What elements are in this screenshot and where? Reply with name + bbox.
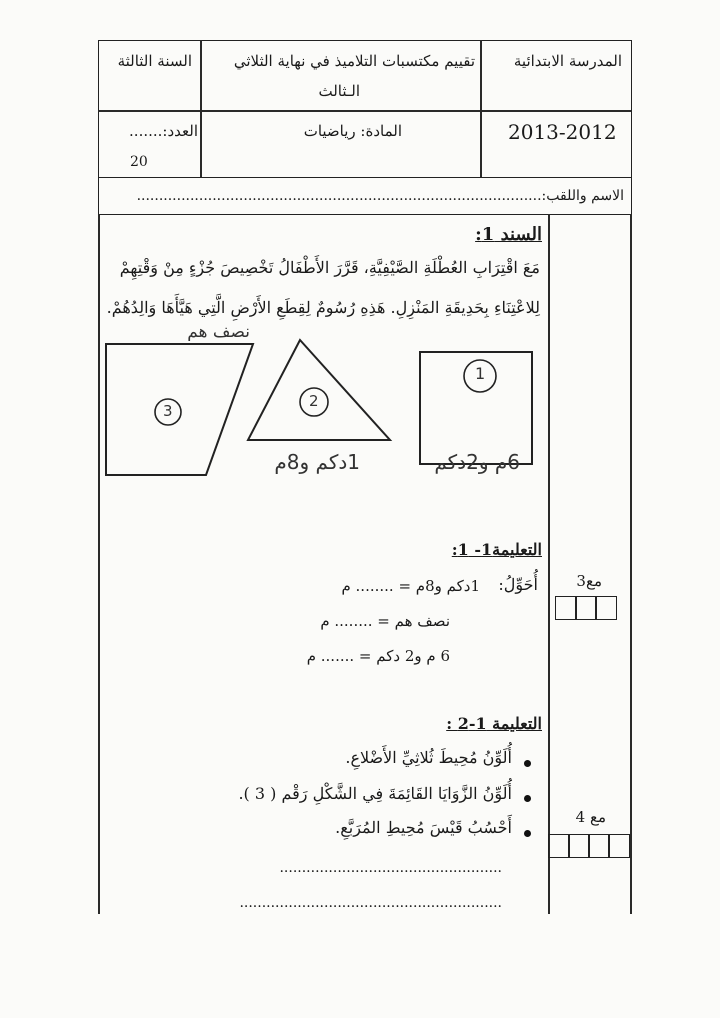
task2-item2: أُلَوِّنُ الزَّوَايَا القَائِمَةَ فِي الشَّكْلِ رَقْم ( 3 ). bbox=[238, 784, 512, 803]
sanad-text-line1: مَعَ اقْتِرَابِ العُطْلَةِ الصَّيْفِيَّةِ، قَرَّرَ الأَطْفَالُ تَخْصِيصَ جُزْءٍ مِنْ وَقْتِهِمْ bbox=[119, 258, 540, 277]
shape3-number: 3 bbox=[163, 402, 173, 420]
shape1-dimension-label: 6م و2دكم bbox=[434, 450, 520, 474]
parallelogram-shape bbox=[106, 344, 253, 475]
school-year: 2013-2012 bbox=[508, 120, 617, 144]
student-name-label: الاسم واللقب:........................................................................................... bbox=[136, 188, 624, 204]
task2-bullet-1 bbox=[524, 760, 531, 767]
task2-criterion: مع 4 bbox=[575, 808, 606, 826]
exam-title-line1: تقييم مكتسبات التلاميذ في نهاية الثلاثي bbox=[233, 52, 475, 70]
task2-score-box-2[interactable] bbox=[568, 834, 590, 858]
student-name-input[interactable] bbox=[165, 186, 535, 208]
task1-criterion: مع3 bbox=[576, 572, 602, 590]
grade-level: السنة الثالثة bbox=[117, 52, 192, 70]
sanad-title: السند 1: bbox=[475, 224, 542, 245]
task2-bullet-2 bbox=[524, 795, 531, 802]
task1-score-box-2[interactable] bbox=[575, 596, 597, 620]
task2-title: التعليمة 1-2 : bbox=[446, 714, 542, 733]
shape2-number: 2 bbox=[309, 392, 319, 410]
task1-score-box-1[interactable] bbox=[555, 596, 577, 620]
subject-label: المادة: رياضيات bbox=[303, 122, 402, 140]
task2-bullet-3 bbox=[524, 830, 531, 837]
shape3-top-label: نصف هم bbox=[187, 322, 250, 342]
task2-answer-line2[interactable]: ........................................................... bbox=[239, 895, 502, 911]
sanad-text-line2: لِلاعْتِنَاءِ بِحَدِيقَةِ المَنْزِلِ. هَذِهِ رُسُومٌ لِقِطَعِ الأَرْضِ الَّتِي هَيَّأَهَا وَالِدُهُمْ. bbox=[106, 298, 540, 317]
task1-item2[interactable]: نصف هم = ........ م bbox=[320, 612, 450, 630]
task1-convert-label: أُحَوِّلُ: bbox=[498, 575, 538, 594]
task2-score-box-1[interactable] bbox=[548, 834, 570, 858]
exam-title-line2: الـثالث bbox=[318, 82, 360, 100]
task1-item3[interactable]: 6 م و2 دكم = ....... م bbox=[306, 647, 450, 665]
task1-score-box-3[interactable] bbox=[595, 596, 617, 620]
shape1-number: 1 bbox=[475, 364, 486, 383]
task2-score-box-4[interactable] bbox=[608, 834, 630, 858]
task1-title: التعليمة1- 1: bbox=[451, 540, 542, 559]
task2-item3: أَحْسُبُ قَيْسَ مُحِيطِ المُرَبَّعِ. bbox=[335, 818, 512, 837]
task2-item1: أُلَوِّنُ مُحِيطَ ثُلاثِيِّ الأَضْلاعِ. bbox=[345, 748, 512, 767]
triangle-shape bbox=[248, 340, 390, 440]
task2-answer-line1[interactable]: .................................................. bbox=[279, 860, 502, 876]
school-name: المدرسة الابتدائية bbox=[513, 52, 622, 70]
score-total: 20 bbox=[130, 154, 148, 170]
score-label: العدد:....... bbox=[129, 122, 198, 140]
task1-item1[interactable]: 1دكم و8م = ........ م bbox=[341, 577, 480, 595]
task2-score-box-3[interactable] bbox=[588, 834, 610, 858]
shape2-dimension-label: 1دكم و8م bbox=[274, 450, 360, 474]
